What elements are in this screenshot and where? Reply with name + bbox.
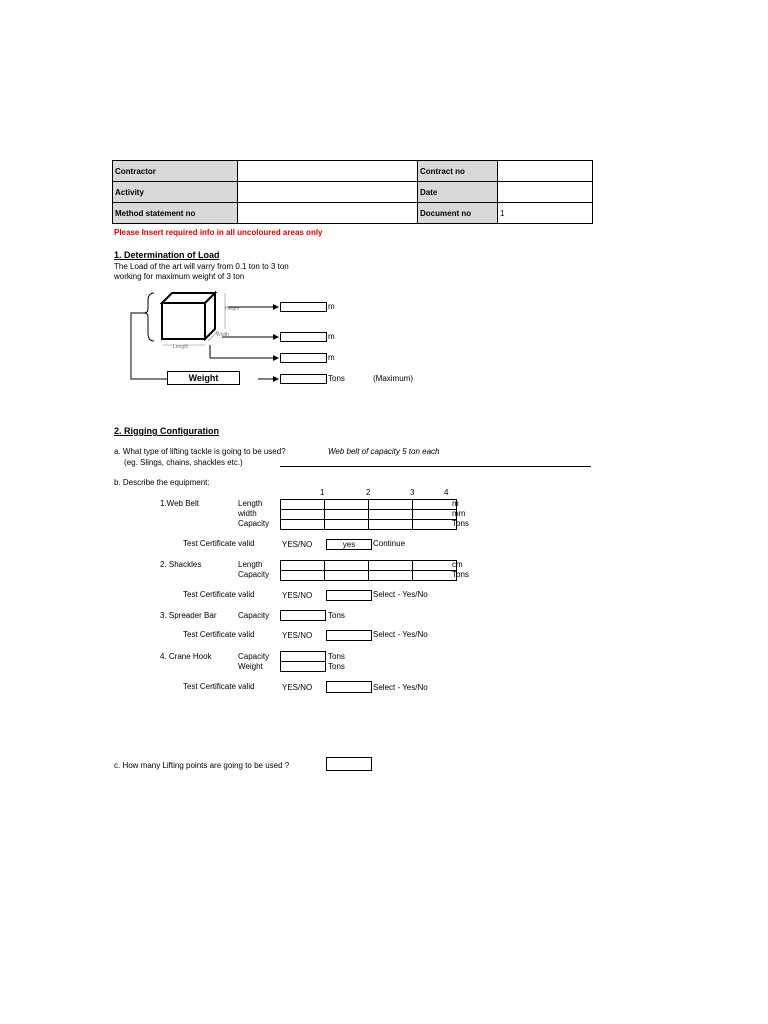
web-belt-grid — [280, 499, 457, 530]
grid-cell[interactable] — [325, 561, 369, 571]
grid-row — [281, 520, 457, 530]
web-belt-cert-label: Test Certificate valid — [183, 539, 255, 548]
grid-cell[interactable] — [281, 561, 325, 571]
crane-hook-weight-unit: Tons — [328, 662, 345, 671]
spreader-cert-label: Test Certificate valid — [183, 630, 255, 639]
length-dimension-label: Length — [173, 344, 189, 350]
grid-cell[interactable] — [369, 571, 413, 581]
crane-hook-capacity-unit: Tons — [328, 652, 345, 661]
web-belt-capacity-label: Capacity — [238, 519, 270, 528]
column-header-1: 1 — [320, 488, 325, 497]
width-dimension-label: Width — [216, 332, 229, 338]
header-row — [113, 161, 593, 182]
spreader-bar-capacity-label: Capacity — [238, 611, 270, 620]
shackles-capacity-label: Capacity — [238, 570, 270, 579]
header-table — [112, 160, 593, 224]
activity-label: Activity — [113, 182, 238, 203]
weight-input[interactable] — [280, 374, 327, 384]
web-belt-label: 1.Web Belt — [160, 499, 199, 508]
grid-row — [281, 500, 457, 510]
contract-no-label: Contract no — [418, 161, 498, 182]
shackles-capacity-unit: Tons — [452, 570, 469, 579]
grid-cell[interactable] — [413, 571, 457, 581]
crane-hook-weight-input[interactable] — [280, 661, 326, 672]
method-statement-label: Method statement no — [113, 203, 238, 224]
web-belt-capacity-unit: Tons — [452, 519, 469, 528]
grid-cell[interactable] — [369, 561, 413, 571]
spreader-cert-yesno: YES/NO — [282, 631, 313, 640]
shackles-cert-label: Test Certificate valid — [183, 590, 255, 599]
question-a-hint: (eg. Slings, chains, shackles etc.) — [124, 458, 243, 467]
grid-row — [281, 510, 457, 520]
height-dimension-label: Height — [225, 306, 240, 312]
load-description-line2: working for maximum weight of 3 ton — [114, 272, 245, 281]
instruction-notice: Please Insert required info in all uncoloured areas only — [114, 228, 323, 237]
shackles-cert-note: Select - Yes/No — [373, 590, 428, 599]
spreader-bar-label: 3. Spreader Bar — [160, 611, 217, 620]
grid-row — [281, 561, 457, 571]
shackles-length-unit: cm — [452, 560, 463, 569]
web-belt-width-label: width — [238, 509, 257, 518]
contract-no-field[interactable] — [498, 161, 593, 182]
contractor-field[interactable] — [238, 161, 418, 182]
header-row — [113, 182, 593, 203]
shackles-length-label: Length — [238, 560, 263, 569]
crane-cert-label: Test Certificate valid — [183, 682, 255, 691]
contractor-label: Contractor — [113, 161, 238, 182]
grid-cell[interactable] — [369, 500, 413, 510]
column-header-4: 4 — [444, 488, 449, 497]
shackles-grid — [280, 560, 457, 581]
web-belt-cert-note: Continue — [373, 539, 406, 548]
document-no-label: Document no — [418, 203, 498, 224]
crane-cert-yesno: YES/NO — [282, 683, 313, 692]
width-unit: m — [328, 332, 335, 341]
crane-hook-weight-label: Weight — [238, 662, 263, 671]
grid-cell[interactable] — [325, 571, 369, 581]
grid-cell[interactable] — [281, 510, 325, 520]
grid-cell[interactable] — [281, 520, 325, 530]
header-row — [113, 203, 593, 224]
web-belt-length-label: Length — [238, 499, 263, 508]
grid-cell[interactable] — [413, 500, 457, 510]
grid-cell[interactable] — [325, 510, 369, 520]
grid-cell[interactable] — [369, 510, 413, 520]
grid-cell[interactable] — [413, 520, 457, 530]
weight-unit: Tons — [328, 374, 345, 383]
height-unit: m — [328, 302, 335, 311]
shackles-cert-select[interactable] — [326, 590, 372, 601]
grid-cell[interactable] — [413, 561, 457, 571]
grid-row — [281, 571, 457, 581]
answer-underline — [280, 466, 591, 467]
column-header-2: 2 — [366, 488, 371, 497]
question-a-label: a. What type of lifting tackle is going to be used? — [114, 447, 286, 456]
date-field[interactable] — [498, 182, 593, 203]
date-label: Date — [418, 182, 498, 203]
web-belt-cert-yesno: YES/NO — [282, 540, 313, 549]
grid-cell[interactable] — [281, 571, 325, 581]
document-no-field[interactable]: 1 — [498, 203, 593, 224]
spreader-bar-capacity-input[interactable] — [280, 610, 326, 621]
width-input[interactable] — [280, 332, 327, 342]
crane-hook-label: 4. Crane Hook — [160, 652, 212, 661]
crane-cert-note: Select - Yes/No — [373, 683, 428, 692]
spreader-bar-capacity-unit: Tons — [328, 611, 345, 620]
method-statement-field[interactable] — [238, 203, 418, 224]
section1-title: 1. Determination of Load — [114, 250, 220, 260]
shackles-label: 2. Shackles — [160, 560, 202, 569]
grid-cell[interactable] — [369, 520, 413, 530]
spreader-cert-note: Select - Yes/No — [373, 630, 428, 639]
grid-cell[interactable] — [281, 500, 325, 510]
grid-cell[interactable] — [325, 500, 369, 510]
weight-note: (Maximum) — [373, 374, 413, 383]
spreader-cert-select[interactable] — [326, 630, 372, 641]
web-belt-length-unit: m — [452, 499, 459, 508]
question-c-label: c. How many Lifting points are going to be used ? — [114, 761, 290, 770]
web-belt-width-unit: mm — [452, 509, 466, 518]
crane-hook-capacity-label: Capacity — [238, 652, 270, 661]
question-a-answer[interactable]: Web belt of capacity 5 ton each — [328, 447, 440, 456]
crane-cert-select[interactable] — [326, 681, 372, 693]
length-input[interactable] — [280, 353, 327, 363]
length-unit: m — [328, 353, 335, 362]
weight-label-box: Weight — [167, 371, 240, 385]
column-header-3: 3 — [410, 488, 415, 497]
shackles-cert-yesno: YES/NO — [282, 591, 313, 600]
question-b-label: b. Describe the equipment: — [114, 478, 210, 487]
lifting-points-input[interactable] — [326, 757, 372, 771]
web-belt-cert-select[interactable]: yes — [326, 539, 372, 550]
height-input[interactable] — [280, 302, 327, 312]
grid-cell[interactable] — [325, 520, 369, 530]
section2-title: 2. Rigging Configuration — [114, 426, 219, 436]
activity-field[interactable] — [238, 182, 418, 203]
grid-cell[interactable] — [413, 510, 457, 520]
load-description-line1: The Load of the art will varry from 0.1 ton to 3 ton — [114, 262, 289, 271]
